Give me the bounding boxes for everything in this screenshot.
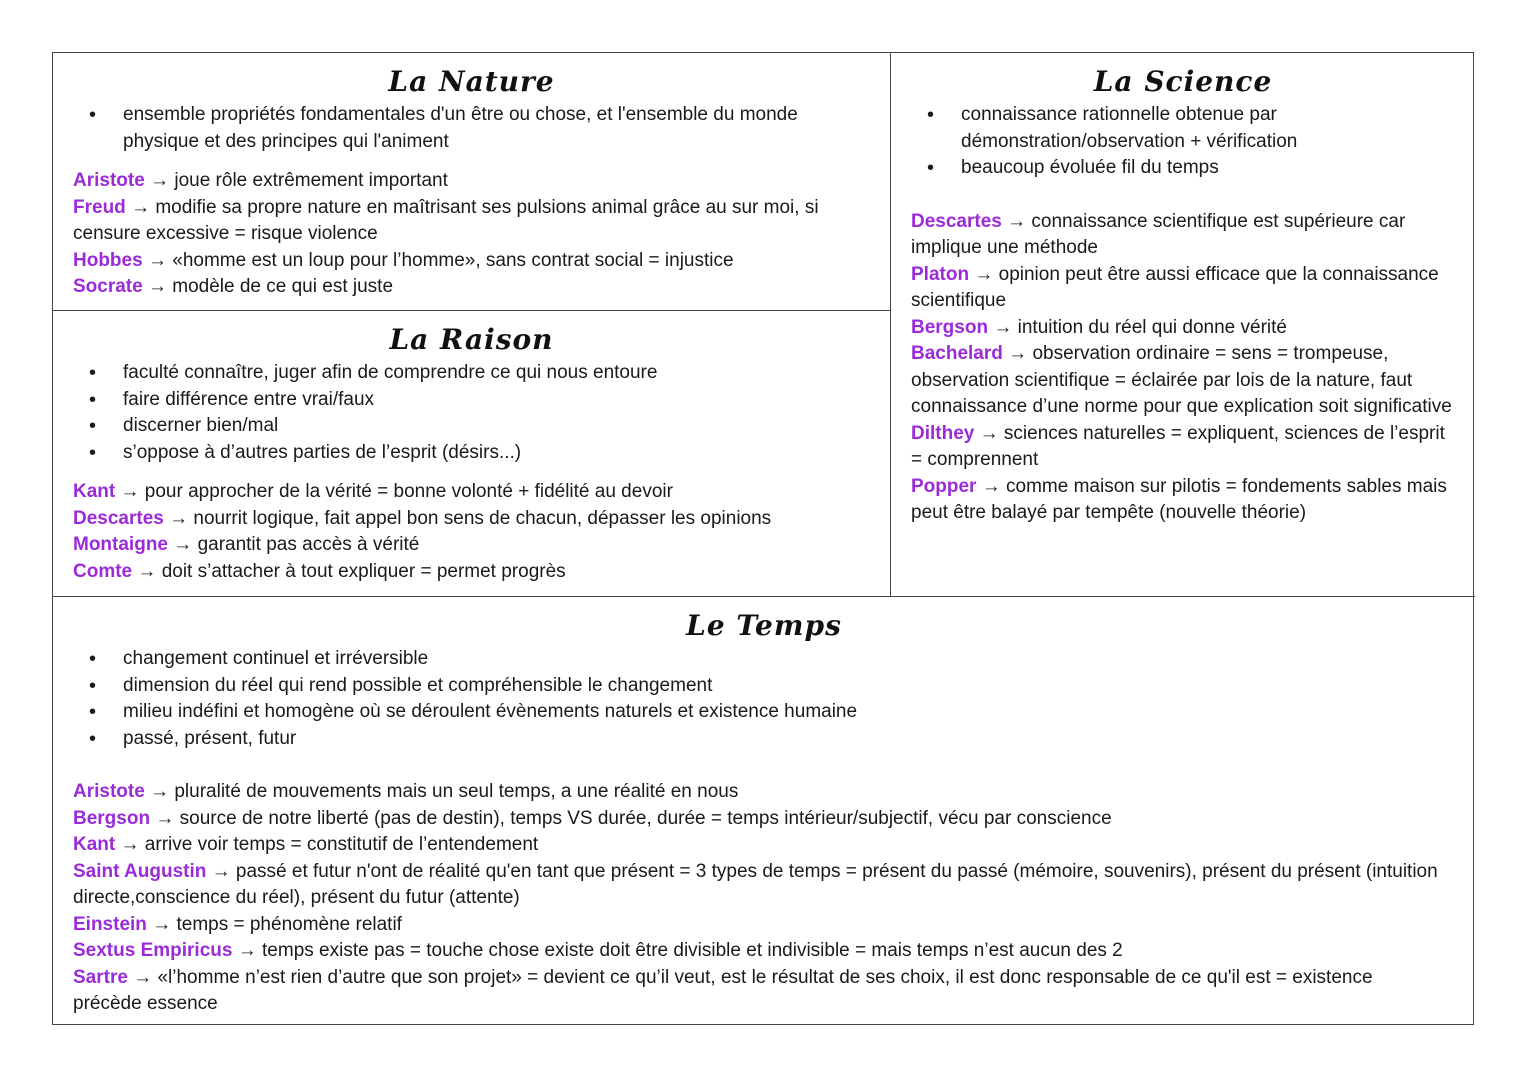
philosopher-name: Bachelard [911, 343, 1003, 364]
philosopher-list [53, 779, 1475, 1018]
philosopher-name: Einstein [73, 913, 147, 935]
definition-list [53, 360, 890, 466]
philosopher-list [891, 209, 1475, 527]
list-item: • faire différence entre vrai/faux [53, 387, 890, 414]
section-title: La Nature [388, 65, 555, 98]
philosopher-name: Sartre [73, 966, 128, 988]
philosopher-idea: pluralité de mouvements mais un seul temps, a une réalité en nous [174, 781, 739, 802]
philosopher-idea: intuition du réel qui donne vérité [1017, 316, 1287, 338]
list-item: • s’oppose à d’autres parties de l’esprit (désirs...) [53, 440, 890, 467]
arrow-icon: → [974, 263, 994, 285]
philosopher-name: Kant [73, 481, 116, 502]
arrow-icon: → [155, 807, 175, 829]
philosopher-idea: garantit pas accès à vérité [197, 534, 420, 555]
philosopher-idea: nourrit logique, fait appel bon sens de chacun, dépasser les opinions [193, 507, 772, 529]
philosopher-idea: sciences naturelles = expliquent, sciences de l’esprit = comprennent [911, 422, 1445, 470]
philosopher-name: Aristote [73, 170, 145, 191]
section-science [891, 53, 1475, 596]
arrow-icon: → [169, 507, 189, 529]
list-item: • faculté connaître, juger afin de comprendre ce qui nous entoure [53, 360, 890, 387]
arrow-icon: → [131, 196, 151, 218]
philosopher-entry [73, 506, 870, 533]
philosopher-entry [73, 195, 870, 248]
philosopher-entry [73, 832, 1445, 859]
arrow-icon: → [993, 316, 1013, 338]
philosopher-name: Aristote [73, 781, 145, 802]
definition-list [891, 102, 1475, 182]
arrow-icon: → [981, 475, 1001, 497]
list-item: • beaucoup évoluée fil du temps [891, 155, 1415, 182]
philosopher-entry [73, 274, 870, 301]
philosopher-name: Saint Augustin [73, 860, 207, 882]
arrow-icon: → [147, 249, 167, 271]
philosopher-entry [73, 965, 1445, 1018]
philosopher-idea: source de notre liberté (pas de destin), temps VS durée, durée = temps intérieur/subjectif, vécu par conscience [179, 807, 1112, 829]
philosopher-name: Bergson [73, 807, 151, 829]
list-item: • discerner bien/mal [53, 413, 890, 440]
section-raison [53, 311, 891, 596]
arrow-icon: → [1007, 210, 1027, 232]
philosopher-idea: comme maison sur pilotis = fondements sables mais peut être balayé par tempête (nouvelle théorie) [911, 475, 1447, 523]
arrow-icon: → [137, 560, 157, 582]
section-title: La Science [1093, 65, 1273, 98]
revision-sheet [52, 52, 1474, 1025]
section-nature [53, 53, 891, 311]
arrow-icon: → [120, 834, 140, 855]
definition-list [53, 102, 890, 155]
philosopher-name: Socrate [73, 276, 143, 297]
philosopher-entry [73, 479, 870, 506]
arrow-icon: → [133, 966, 153, 988]
philosopher-name: Kant [73, 834, 116, 855]
philosopher-idea: modèle de ce qui est juste [172, 276, 394, 297]
arrow-icon: → [1008, 343, 1028, 364]
philosopher-list [53, 479, 890, 585]
philosopher-entry [73, 912, 1445, 939]
definition-list [53, 646, 1475, 752]
philosopher-name: Bergson [911, 316, 989, 338]
philosopher-entry [73, 559, 870, 586]
philosopher-entry [911, 262, 1455, 315]
arrow-icon: → [120, 481, 140, 502]
philosopher-entry [73, 168, 870, 195]
arrow-icon: → [150, 781, 170, 802]
philosopher-idea: temps existe pas = touche chose existe doit être divisible et indivisible = mais temps n’est aucun des 2 [262, 940, 1123, 961]
philosopher-idea: pour approcher de la vérité = bonne volonté + fidélité au devoir [144, 481, 673, 502]
philosopher-name: Dilthey [911, 422, 975, 444]
philosopher-idea: «homme est un loup pour l’homme», sans contrat social = injustice [172, 249, 734, 271]
list-item: • changement continuel et irréversible [53, 646, 1475, 673]
arrow-icon: → [147, 276, 167, 297]
list-item: • passé, présent, futur [53, 726, 1475, 753]
philosopher-idea: modifie sa propre nature en maîtrisant ses pulsions animal grâce au sur moi, si censure excessive = risque violence [73, 196, 819, 244]
arrow-icon: → [237, 940, 257, 961]
philosopher-entry [73, 806, 1445, 833]
philosopher-name: Sextus Empiricus [73, 940, 233, 961]
philosopher-entry [911, 421, 1455, 474]
arrow-icon: → [173, 534, 193, 555]
philosopher-idea: passé et futur n'ont de réalité qu'en tant que présent = 3 types de temps = présent du passé (mémoire, souvenirs), présent du présent (intuition directe,conscience du réel), présent du futur (attente) [73, 860, 1438, 908]
philosopher-entry [911, 315, 1455, 342]
list-item: • ensemble propriétés fondamentales d'un être ou chose, et l'ensemble du monde physique et des principes qui l'animent [53, 102, 850, 155]
philosopher-name: Descartes [73, 507, 164, 529]
list-item: • milieu indéfini et homogène où se déroulent évènements naturels et existence humaine [53, 699, 1475, 726]
list-item: • dimension du réel qui rend possible et compréhensible le changement [53, 673, 1475, 700]
arrow-icon: → [211, 860, 231, 882]
section-title: Le Temps [686, 609, 842, 642]
arrow-icon: → [979, 422, 999, 444]
philosopher-name: Popper [911, 475, 977, 497]
philosopher-entry [73, 779, 1445, 806]
philosopher-entry [911, 209, 1455, 262]
section-temps [53, 596, 1475, 1026]
philosopher-idea: joue rôle extrêmement important [174, 170, 448, 191]
philosopher-name: Freud [73, 196, 126, 218]
philosopher-entry [911, 474, 1455, 527]
arrow-icon: → [152, 913, 172, 935]
list-item: • connaissance rationnelle obtenue par démonstration/observation + vérification [891, 102, 1415, 155]
philosopher-entry [73, 859, 1445, 912]
philosopher-idea: arrive voir temps = constitutif de l’entendement [144, 834, 539, 855]
philosopher-name: Montaigne [73, 534, 168, 555]
philosopher-name: Comte [73, 560, 133, 582]
philosopher-idea: «l’homme n’est rien d’autre que son projet» = devient ce qu’il veut, est le résultat de ses choix, il est donc responsable de ce qu'il est = existence précède essence [73, 966, 1373, 1014]
philosopher-name: Descartes [911, 210, 1002, 232]
arrow-icon: → [150, 170, 170, 191]
philosopher-name: Hobbes [73, 249, 143, 271]
philosopher-idea: temps = phénomène relatif [176, 913, 402, 935]
philosopher-entry [73, 532, 870, 559]
philosopher-entry [73, 938, 1445, 965]
philosopher-idea: doit s’attacher à tout expliquer = permet progrès [161, 560, 566, 582]
philosopher-entry [911, 341, 1455, 421]
philosopher-entry [73, 248, 870, 275]
philosopher-name: Platon [911, 263, 970, 285]
philosopher-list [53, 168, 890, 301]
section-title: La Raison [389, 323, 554, 356]
philosopher-idea: connaissance scientifique est supérieure car implique une méthode [911, 210, 1406, 258]
philosopher-idea: opinion peut être aussi efficace que la connaissance scientifique [911, 263, 1439, 311]
philosopher-idea: observation ordinaire = sens = trompeuse, observation scientifique = éclairée par lois de la nature, faut connaissance d’une norme pour que explication soit significative [911, 343, 1452, 417]
